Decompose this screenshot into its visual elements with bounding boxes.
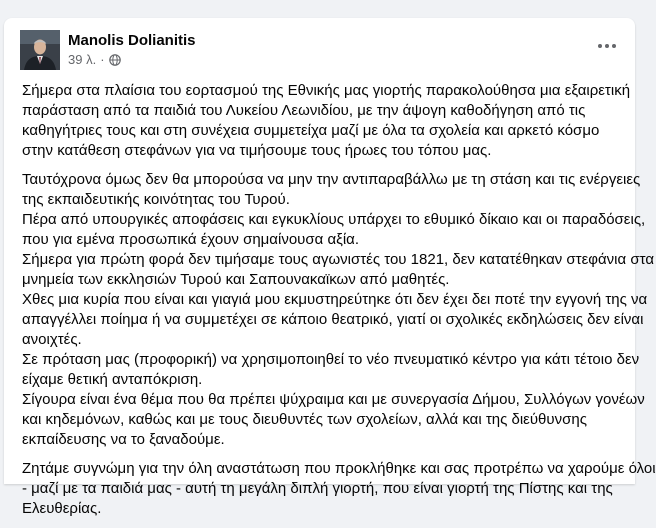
post-text-line: Ζητάμε συγνώμη για την όλη αναστάτωση που προκλήθηκε και σας προτρέπω να χαρούμε όλοι — [22, 460, 656, 477]
more-options-button[interactable] — [591, 30, 623, 62]
post-text-line: απαγγέλλει ποίημα ή να συμμετέχει σε κάποιο θεατρικό, γιατί οι σχολικές εκδηλώσεις δεν είναι — [22, 311, 644, 328]
post-text-line: Σήμερα για πρώτη φορά δεν τιμήσαμε τους αγωνιστές του 1821, δεν κατατέθηκαν στεφάνια στα — [22, 251, 654, 268]
post-text-line: της εκπαιδευτικής κοινότητας του Τυρού. — [22, 191, 290, 208]
post-paragraph — [22, 81, 631, 161]
author-name[interactable]: Manolis Dolianitis — [68, 32, 196, 49]
post-text-line: Ελευθερίας. — [22, 500, 102, 517]
post-text-line: εκπαίδευσης να το ξαναδούμε. — [22, 431, 225, 448]
facebook-post — [4, 18, 656, 517]
post-text-line: ανοιχτές. — [22, 331, 82, 348]
post-time[interactable]: 39 λ. — [68, 52, 97, 67]
post-text-line: Σίγουρα είναι ένα θέμα που θα πρέπει ψύχραιμα και με συνεργασία Δήμου, Συλλόγων γονέων — [22, 391, 645, 408]
post-meta — [68, 52, 121, 67]
post-text-line: καθηγήτριες τους και στη συνέχεια συμμετείχα μαζί με όλα τα σχολεία και αρκετό κόσμο — [22, 122, 600, 139]
post-text-line: που για εμένα προσωπικά έχουν σημαίνουσα αξία. — [22, 231, 360, 248]
post-header — [20, 30, 623, 72]
globe-icon[interactable] — [109, 54, 121, 66]
post-text-line: παράσταση από τα παιδιά του Λυκείου Λεωνιδίου, με την άψογη καθοδήγηση από τις — [22, 102, 586, 119]
meta-separator: · — [100, 52, 105, 67]
post-text-line: μνημεία των εκκλησιών Τυρού και Σαπουνακαϊκων από μαθητές. — [22, 271, 450, 288]
post-body — [22, 81, 656, 528]
post-text-line: Ταυτόχρονα όμως δεν θα μπορούσα να μην την αντιπαραβάλλω με τη στάση και τις ενέργειες — [22, 171, 641, 188]
avatar-photo — [20, 30, 60, 70]
post-text-line: Σήμερα στα πλαίσια του εορτασμού της Εθνικής μας γιορτής παρακολούθησα μια εξαιρετική — [22, 82, 631, 99]
post-text-line: - μαζί με τα παιδιά μας - αυτή τη μεγάλη διπλή γιορτή, που είναι γιορτή της Πίστης και της — [22, 480, 613, 497]
avatar[interactable] — [20, 30, 60, 70]
post-text-line: είχαμε θετική ανταπόκριση. — [22, 371, 203, 388]
post-text-line: και κηδεμόνων, καθώς και με τους διευθυντές των σχολείων, αλλά και της διεύθυνσης — [22, 411, 587, 428]
post-text-line: στην κατάθεση στεφάνων για να τιμήσουμε τους ήρωες του τόπου μας. — [22, 142, 492, 159]
post-paragraph — [22, 459, 656, 519]
post-text-line: Χθες μια κυρία που είναι και γιαγιά μου εκμυστηρεύτηκε ότι δεν έχει δει ποτέ την εγγονή της να — [22, 291, 648, 308]
post-text-line: Σε πρόταση μας (προφορική) να χρησιμοποιηθεί το νέο πνευματικό κέντρο για κάτι τέτοιο δεν — [22, 351, 640, 368]
post-text-line: Πέρα από υπουργικές αποφάσεις και εγκυκλίους υπάρχει το εθυμικό δίκαιο και οι παραδόσεις, — [22, 211, 646, 228]
more-options-icon — [597, 43, 617, 49]
post-paragraph — [22, 170, 654, 450]
